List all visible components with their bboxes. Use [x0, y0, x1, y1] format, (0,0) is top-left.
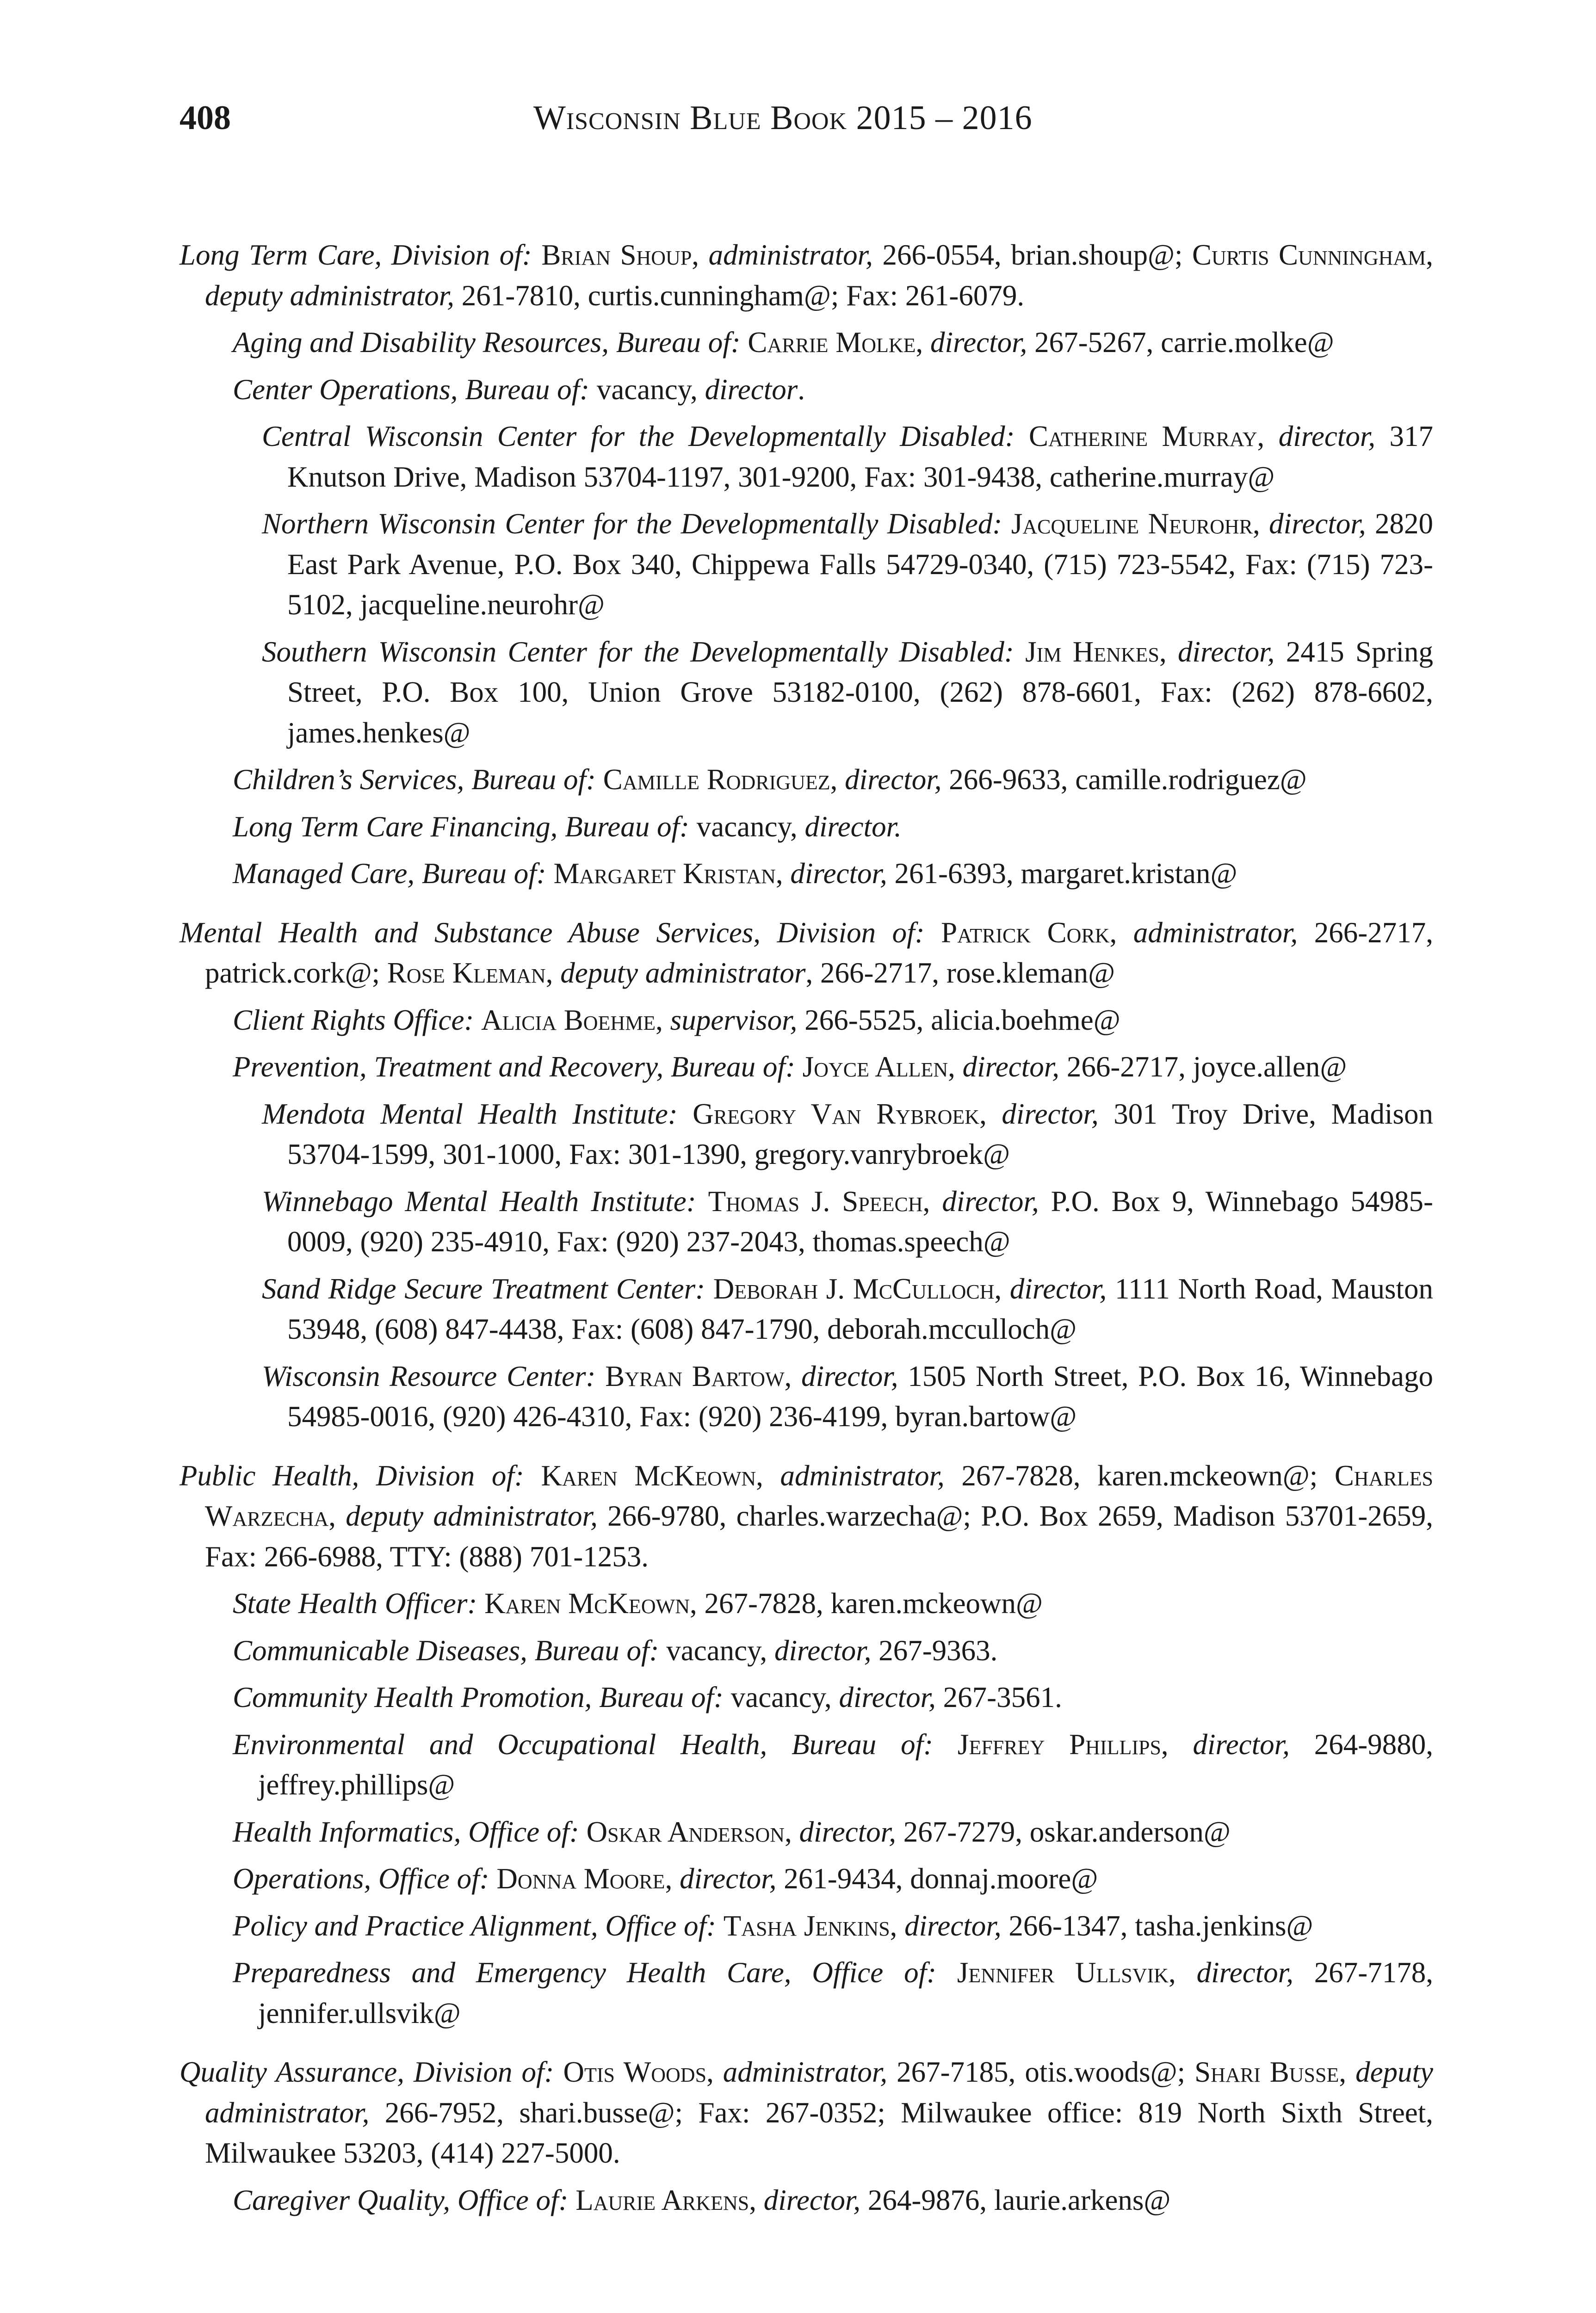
directory-listing	[179, 235, 1433, 2220]
contact-text: ,	[1161, 1728, 1193, 1761]
contact-text: 266-9780, charles.warzecha@; P.O. Box 2659, Madison 53701-2659, Fax: 266-6988, TTY: (888) 701-1253.	[205, 1500, 1433, 1573]
contact-text: 264-9880, jeffrey.phillips@	[258, 1728, 1433, 1801]
unit-name: Long Term Care, Division of:	[179, 239, 532, 271]
directory-entry	[233, 2180, 1433, 2221]
person-title: director,	[930, 326, 1027, 359]
person-title: director,	[801, 1360, 898, 1392]
unit-name: Mendota Mental Health Institute:	[262, 1097, 678, 1130]
directory-entry	[179, 2052, 1433, 2174]
directory-entry	[262, 1356, 1433, 1437]
directory-entry	[233, 1631, 1433, 1671]
contact-text: ,	[979, 1097, 1002, 1130]
contact-text: ,	[756, 1459, 780, 1492]
person-title: director	[705, 373, 798, 406]
contact-text: , 267-7828, karen.mckeown@	[689, 1587, 1043, 1620]
unit-name: Sand Ridge Secure Treatment Center:	[262, 1272, 705, 1305]
person-name: Karen McKeown	[541, 1459, 756, 1492]
directory-entry	[262, 504, 1433, 625]
contact-text: ,	[656, 1003, 670, 1036]
contact-text: 266-5525, alicia.boehme@	[797, 1003, 1120, 1036]
unit-name: Long Term Care Financing, Bureau of:	[233, 810, 689, 843]
contact-text: 301 Troy Drive, Madison 53704-1599, 301-1000, Fax: 301-1390, gregory.vanrybroek@	[287, 1097, 1434, 1170]
unit-name: Managed Care, Bureau of:	[233, 857, 546, 890]
directory-entry	[233, 760, 1433, 800]
contact-text: 267-3561.	[935, 1681, 1062, 1713]
directory-entry	[233, 322, 1433, 363]
contact-text: vacancy,	[730, 1681, 839, 1713]
person-title: director,	[1002, 1097, 1099, 1130]
person-title: deputy administrator,	[205, 2056, 1433, 2129]
person-name: Shari Busse	[1194, 2056, 1339, 2088]
directory-entry	[233, 1583, 1433, 1624]
directory-entry	[262, 632, 1433, 754]
contact-text: 264-9876, laurie.arkens@	[860, 2183, 1171, 2216]
unit-name: Prevention, Treatment and Recovery, Bureau of:	[233, 1051, 795, 1083]
person-title: director,	[1196, 1956, 1293, 1989]
contact-text: ,	[665, 1862, 680, 1895]
person-title: administrator,	[780, 1459, 945, 1492]
directory-entry	[233, 1812, 1433, 1853]
unit-name: Preparedness and Emergency Health Care, Office of:	[233, 1956, 937, 1989]
person-title: director,	[942, 1185, 1039, 1218]
directory-entry	[262, 1181, 1433, 1262]
contact-text: ,	[1252, 507, 1269, 540]
contact-text: 266-2717, patrick.cork@;	[205, 916, 1433, 989]
contact-text: ,	[784, 1360, 802, 1392]
contact-text: 1111 North Road, Mauston 53948, (608) 847-4438, Fax: (608) 847-1790, deborah.mcculloch@	[287, 1272, 1434, 1345]
person-name: Charles Warzecha	[205, 1459, 1434, 1532]
running-header	[179, 97, 1417, 139]
person-name: Deborah J. McCulloch	[713, 1272, 995, 1305]
person-name: Jim Henkes	[1025, 635, 1159, 668]
contact-text: vacancy,	[666, 1634, 775, 1667]
unit-name: Caregiver Quality, Office of:	[233, 2183, 569, 2216]
contact-text: 267-7828, karen.mckeown@;	[944, 1459, 1335, 1492]
person-name: Otis Woods	[563, 2056, 707, 2088]
person-title: director,	[790, 857, 887, 890]
person-title: director,	[1009, 1272, 1107, 1305]
directory-entry	[233, 853, 1433, 894]
person-title: administrator,	[723, 2056, 888, 2088]
unit-name: Communicable Diseases, Bureau of:	[233, 1634, 659, 1667]
person-title: director,	[1178, 635, 1275, 668]
contact-text: ,	[1168, 1956, 1197, 1989]
person-name: Thomas J. Speech	[708, 1185, 923, 1218]
person-name: Camille Rodriguez	[603, 763, 830, 796]
contact-text: 261-9434, donnaj.moore@	[776, 1862, 1098, 1895]
contact-text: .	[798, 373, 805, 406]
directory-entry	[233, 1677, 1433, 1718]
person-name: Oskar Anderson	[586, 1815, 785, 1848]
contact-text: ,	[1257, 420, 1279, 452]
directory-entry	[233, 1859, 1433, 1899]
person-title: administrator,	[1133, 916, 1298, 949]
contact-text: ,	[948, 1051, 963, 1083]
contact-text: ,	[328, 1500, 346, 1532]
unit-name: Southern Wisconsin Center for the Developmentally Disabled:	[262, 635, 1014, 668]
person-name: Joyce Allen	[802, 1051, 948, 1083]
directory-entry	[233, 1047, 1433, 1088]
person-name: Tasha Jenkins	[723, 1909, 890, 1942]
person-title: supervisor,	[670, 1003, 798, 1036]
person-name: Gregory Van Rybroek	[693, 1097, 980, 1130]
unit-name: Community Health Promotion, Bureau of:	[233, 1681, 724, 1713]
unit-name: Environmental and Occupational Health, Bureau of:	[233, 1728, 934, 1761]
person-title: director,	[774, 1634, 872, 1667]
unit-name: Winnebago Mental Health Institute:	[262, 1185, 696, 1218]
directory-entry	[262, 1269, 1433, 1350]
unit-name: Health Informatics, Office of:	[233, 1815, 579, 1848]
person-name: Jeffrey Phillips	[957, 1728, 1161, 1761]
directory-entry	[233, 1906, 1433, 1947]
contact-text: ,	[1109, 916, 1133, 949]
directory-entry	[262, 1094, 1433, 1175]
person-title: director,	[799, 1815, 896, 1848]
person-name: Patrick Cork	[941, 916, 1110, 949]
contact-text: ,	[830, 763, 845, 796]
contact-text: 266-0554, brian.shoup@;	[872, 239, 1193, 271]
unit-name: Northern Wisconsin Center for the Developmentally Disabled:	[262, 507, 1002, 540]
person-title: deputy administrator,	[205, 279, 455, 312]
contact-text: 266-2717, joyce.allen@	[1059, 1051, 1347, 1083]
directory-entry	[179, 913, 1433, 994]
contact-text: ,	[1426, 239, 1434, 271]
contact-text: ,	[545, 957, 561, 989]
unit-name: Center Operations, Bureau of:	[233, 373, 590, 406]
unit-name: Mental Health and Substance Abuse Services, Division of:	[179, 916, 925, 949]
contact-text: 261-6393, margaret.kristan@	[887, 857, 1237, 890]
person-name: Alicia Boehme	[481, 1003, 656, 1036]
person-name: Margaret Kristan	[553, 857, 776, 890]
person-name: Donna Moore	[496, 1862, 665, 1895]
contact-text: ,	[916, 326, 931, 359]
unit-name: Central Wisconsin Center for the Developmentally Disabled:	[262, 420, 1015, 452]
person-title: director,	[1193, 1728, 1290, 1761]
person-title: director,	[1269, 507, 1366, 540]
directory-entry	[233, 370, 1433, 410]
contact-text: ,	[692, 239, 709, 271]
person-name: Brian Shoup	[541, 239, 692, 271]
unit-name: Quality Assurance, Division of:	[179, 2056, 554, 2088]
contact-text: vacancy,	[696, 810, 805, 843]
contact-text: ,	[775, 857, 791, 890]
contact-text: vacancy,	[596, 373, 705, 406]
person-title: director,	[839, 1681, 936, 1713]
contact-text: ,	[706, 2056, 723, 2088]
person-title: director,	[845, 763, 942, 796]
contact-text: ,	[890, 1909, 905, 1942]
running-title	[533, 97, 1033, 139]
person-title: director,	[763, 2183, 861, 2216]
person-title: deputy administrator,	[346, 1500, 598, 1532]
contact-text: 1505 North Street, P.O. Box 16, Winnebago 54985-0016, (920) 426-4310, Fax: (920) 236-4199, byran.bartow@	[287, 1360, 1434, 1433]
person-name: Carrie Molke	[748, 326, 916, 359]
person-name: Jacqueline Neurohr	[1011, 507, 1253, 540]
contact-text: 2820 East Park Avenue, P.O. Box 340, Chippewa Falls 54729-0340, (715) 723-5542, Fax: (715) 723-5102, jacqueline.neurohr@	[287, 507, 1434, 621]
contact-text: ,	[922, 1185, 942, 1218]
unit-name: Wisconsin Resource Center:	[262, 1360, 596, 1392]
directory-entry	[179, 235, 1433, 316]
unit-name: Aging and Disability Resources, Bureau of:	[233, 326, 741, 359]
person-name: Laurie Arkens	[575, 2183, 749, 2216]
running-title-text: Wisconsin Blue Book 2015 – 2016	[533, 99, 1033, 137]
person-title: director,	[962, 1051, 1060, 1083]
contact-text: 267-7185, otis.woods@;	[887, 2056, 1195, 2088]
unit-name: Operations, Office of:	[233, 1862, 489, 1895]
contact-text: 267-5267, carrie.molke@	[1027, 326, 1334, 359]
page-number: 408	[179, 99, 231, 137]
person-name: Karen McKeown	[484, 1587, 690, 1620]
unit-name: Public Health, Division of:	[179, 1459, 524, 1492]
unit-name: Children’s Services, Bureau of:	[233, 763, 596, 796]
contact-text: 267-9363.	[871, 1634, 998, 1667]
person-title: director.	[804, 810, 902, 843]
contact-text: ,	[1159, 635, 1178, 668]
unit-name: Policy and Practice Alignment, Office of:	[233, 1909, 717, 1942]
contact-text: ,	[785, 1815, 799, 1848]
person-name: Curtis Cunningham	[1192, 239, 1426, 271]
contact-text: 2415 Spring Street, P.O. Box 100, Union Grove 53182-0100, (262) 878-6601, Fax: (262) 878-6602, james.henkes@	[287, 635, 1434, 749]
person-title: director,	[1278, 420, 1376, 452]
contact-text: 267-7178, jennifer.ullsvik@	[258, 1956, 1434, 2029]
contact-text: ,	[1339, 2056, 1356, 2088]
directory-entry	[233, 807, 1433, 847]
contact-text: ,	[994, 1272, 1010, 1305]
person-title: director,	[680, 1862, 777, 1895]
person-title: administrator,	[708, 239, 873, 271]
directory-entry	[233, 1953, 1433, 2034]
contact-text: P.O. Box 9, Winnebago 54985-0009, (920) 235-4910, Fax: (920) 237-2043, thomas.speech@	[287, 1185, 1434, 1258]
unit-name: Client Rights Office:	[233, 1003, 474, 1036]
contact-text: ,	[749, 2183, 764, 2216]
contact-text: 266-9633, camille.rodriguez@	[941, 763, 1307, 796]
contact-text: 317 Knutson Drive, Madison 53704-1197, 301-9200, Fax: 301-9438, catherine.murray@	[287, 420, 1434, 493]
directory-entry	[233, 1000, 1433, 1041]
unit-name: State Health Officer:	[233, 1587, 477, 1620]
contact-text: , 266-2717, rose.kleman@	[805, 957, 1115, 989]
contact-text: 266-1347, tasha.jenkins@	[1001, 1909, 1313, 1942]
person-title: deputy administrator	[560, 957, 806, 989]
directory-entry	[179, 1456, 1433, 1577]
contact-text: 261-7810, curtis.cunningham@; Fax: 261-6079.	[454, 279, 1025, 312]
directory-entry	[262, 416, 1433, 497]
person-name: Jennifer Ullsvik	[957, 1956, 1169, 1989]
directory-entry	[233, 1725, 1433, 1806]
person-name: Byran Bartow	[605, 1360, 785, 1392]
person-title: director,	[904, 1909, 1002, 1942]
person-name: Catherine Murray	[1029, 420, 1257, 452]
person-name: Rose Kleman	[387, 957, 546, 989]
contact-text: 266-7952, shari.busse@; Fax: 267-0352; Milwaukee office: 819 North Sixth Street, Milwaukee 53203, (414) 227-5000.	[205, 2096, 1433, 2169]
contact-text: 267-7279, oskar.anderson@	[896, 1815, 1231, 1848]
